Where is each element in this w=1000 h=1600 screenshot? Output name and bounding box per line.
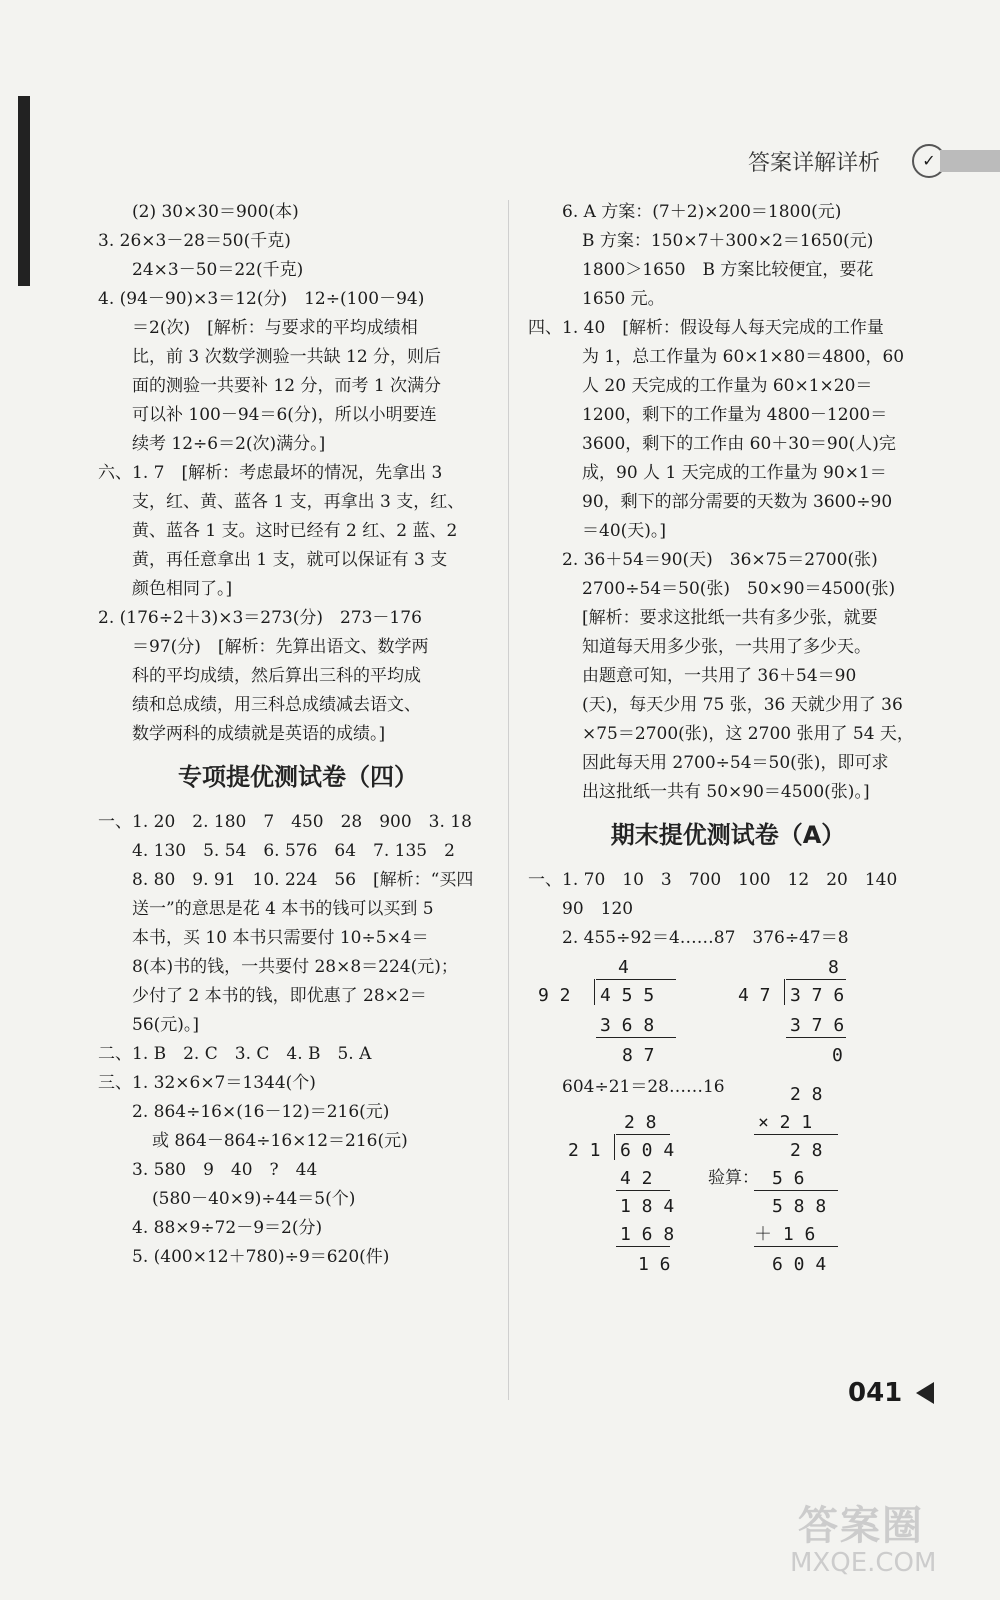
answer-line: ×75＝2700(张)，这 2700 张用了 54 天， [582,724,914,744]
sum: 6 0 4 [772,1254,827,1275]
step: 1 6 8 [620,1224,675,1245]
triangle-icon [916,1382,934,1404]
check-label: 验算： [708,1168,759,1188]
answer-line: 科的平均成绩，然后算出三科的平均成 [132,666,421,686]
step: 4 2 [620,1168,653,1189]
answer-line: (天)，每天少用 75 张，36 天就少用了 36 [582,695,903,715]
answer-line: 4. 88×9÷72－9＝2(分) [132,1218,323,1238]
answer-line: ＝97(分) [解析：先算出语文、数学两 [132,637,429,657]
answer-line: 人 20 天完成的工作量为 60×1×20＝ [582,376,873,396]
answer-line: 90，剩下的部分需要的天数为 3600÷90 [582,492,893,512]
left-answers-block-2 [98,808,498,1272]
answer-line: 1200，剩下的工作量为 4800－1200＝ [582,405,888,425]
product: 3 6 8 [600,1015,655,1036]
long-division-1 [528,953,928,1073]
left-answers-block [98,198,498,749]
answer-line: (580－40×9)÷44＝5(个) [152,1189,356,1209]
answer-line: 5. (400×12＋780)÷9＝620(件) [132,1247,390,1267]
answer-line: ＝2(次) [解析：与要求的平均成绩相 [132,318,418,338]
quotient: 2 8 [624,1112,657,1133]
answer-line: 三、1. 32×6×7＝1344(个) [98,1073,316,1093]
multiplicand: 2 8 [790,1084,823,1105]
answer-line: 一、1. 20 2. 180 7 450 28 900 3. 18 [98,812,472,832]
answer-line: 3. 26×3－28＝50(千克) [98,231,291,251]
watermark-logo: 答案圈 [798,1503,924,1549]
equation-604: 604÷21＝28……16 [562,1077,725,1097]
divisor: 4 7 [738,985,771,1006]
step: 1 8 4 [620,1196,675,1217]
answer-line: 2700÷54＝50(张) 50×90＝4500(张) [582,579,896,599]
partial: 2 8 [790,1140,823,1161]
answer-line: 比，前 3 次数学测验一共缺 12 分，则后 [132,347,442,367]
product: 3 7 6 [790,1015,845,1036]
answer-line: 四、1. 40 [解析：假设每人每天完成的工作量 [528,318,884,338]
answer-line: 1650 元。 [582,289,665,309]
answer-line: 2. 864÷16×(16－12)＝216(元) [132,1102,390,1122]
column-divider [508,200,509,1400]
answer-line: 1800＞1650 B 方案比较便宜，要花 [582,260,874,280]
page-number: 041 [848,1378,903,1408]
right-answers-block [528,198,928,807]
answer-line: 4. (94－90)×3＝12(分) 12÷(100－94) [98,289,425,309]
answer-line: 由题意可知，一共用了 36＋54＝90 [582,666,857,686]
dividend: 3 7 6 [790,985,845,1006]
header-bar [940,150,1000,172]
answer-line: 2. 36＋54＝90(天) 36×75＝2700(张) [562,550,878,570]
answer-line: 6. A 方案：(7＋2)×200＝1800(元) [562,202,842,222]
answer-line: (2) 30×30＝900(本) [132,202,299,222]
dividend: 4 5 5 [600,985,655,1006]
header-title: 答案详解详析 [748,151,881,176]
answer-line: 可以补 100－94＝6(分)，所以小明要连 [132,405,437,425]
answer-line: 4. 130 5. 54 6. 576 64 7. 135 2 [132,841,455,861]
section-title-left: 专项提优测试卷（四） [178,763,418,791]
answer-line: 因此每天用 2700÷54＝50(张)，即可求 [582,753,889,773]
answer-line: 8. 80 9. 91 10. 224 56 [解析：“买四 [132,870,474,890]
answer-line: 颜色相同了。] [132,579,233,599]
left-column [98,198,498,1272]
quotient: 4 [618,957,629,978]
answer-line: 续考 12÷6＝2(次)满分。] [132,434,326,454]
remainder: 8 7 [622,1045,655,1066]
answer-line: 绩和总成绩，用三科总成绩减去语文、 [132,695,421,715]
answer-line: 黄，再任意拿出 1 支，就可以保证有 3 支 [132,550,448,570]
addend: ＋ 1 6 [754,1224,816,1245]
answer-line: 二、1. B 2. C 3. C 4. B 5. A [98,1044,372,1064]
partial: 5 6 [772,1168,805,1189]
answer-line: ＝40(天)。] [582,521,667,541]
book-spine-shadow [18,96,30,286]
answer-line: 或 864－864÷16×12＝216(元) [152,1131,408,1151]
answer-line: 面的测验一共要补 12 分，而考 1 次满分 [132,376,442,396]
answer-line: 支，红、黄、蓝各 1 支，再拿出 3 支，红、 [132,492,465,512]
answer-line: 8(本)书的钱，一共要付 28×8＝224(元)； [132,957,458,977]
divisor: 9 2 [538,985,571,1006]
answer-line: 为 1，总工作量为 60×1×80＝4800，60 [582,347,905,367]
answer-line: 本书，买 10 本书只需要付 10÷5×4＝ [132,928,429,948]
right-column [528,198,928,1308]
remainder: 1 6 [638,1254,671,1275]
dividend: 6 0 4 [620,1140,675,1161]
check-mark-icon: ✓ [912,144,946,178]
answer-line: 90 120 [562,899,634,919]
answer-line: 六、1. 7 [解析：考虑最坏的情况，先拿出 3 [98,463,443,483]
divisor: 2 1 [568,1140,601,1161]
watermark-url: MXQE.COM [790,1548,937,1578]
right-answers-block-2 [528,866,928,953]
answer-line: 知道每天用多少张，一共用了多少天。 [582,637,871,657]
multiplier: × 2 1 [758,1112,813,1133]
answer-line: 少付了 2 本书的钱，即优惠了 28×2＝ [132,986,427,1006]
answer-line: [解析：要求这批纸一共有多少张，就要 [582,608,878,628]
answer-line: 3. 580 9 40 ? 44 [132,1160,318,1180]
section-title-right: 期末提优测试卷（A） [610,821,846,849]
answer-line: 成，90 人 1 天完成的工作量为 90×1＝ [582,463,887,483]
answer-line: 出这批纸一共有 50×90＝4500(张)。] [582,782,870,802]
answer-line: 24×3－50＝22(千克) [132,260,304,280]
answer-line: 56(元)。] [132,1015,200,1035]
answer-line: 数学两科的成绩就是英语的成绩。] [132,724,386,744]
answer-line: 3600，剩下的工作由 60＋30＝90(人)完 [582,434,896,454]
answer-line: 黄、蓝各 1 支。这时已经有 2 红、2 蓝、2 [132,521,458,541]
answer-line: 2. 455÷92＝4……87 376÷47＝8 [562,928,849,948]
answer-line: B 方案：150×7＋300×2＝1650(元) [582,231,874,251]
answer-line: 2. (176÷2＋3)×3＝273(分) 273－176 [98,608,422,628]
answer-line: 送一”的意思是花 4 本书的钱可以买到 5 [132,899,434,919]
product: 5 8 8 [772,1196,827,1217]
answer-line: 一、1. 70 10 3 700 100 12 20 140 [528,870,898,890]
quotient: 8 [828,957,839,978]
remainder: 0 [832,1045,843,1066]
